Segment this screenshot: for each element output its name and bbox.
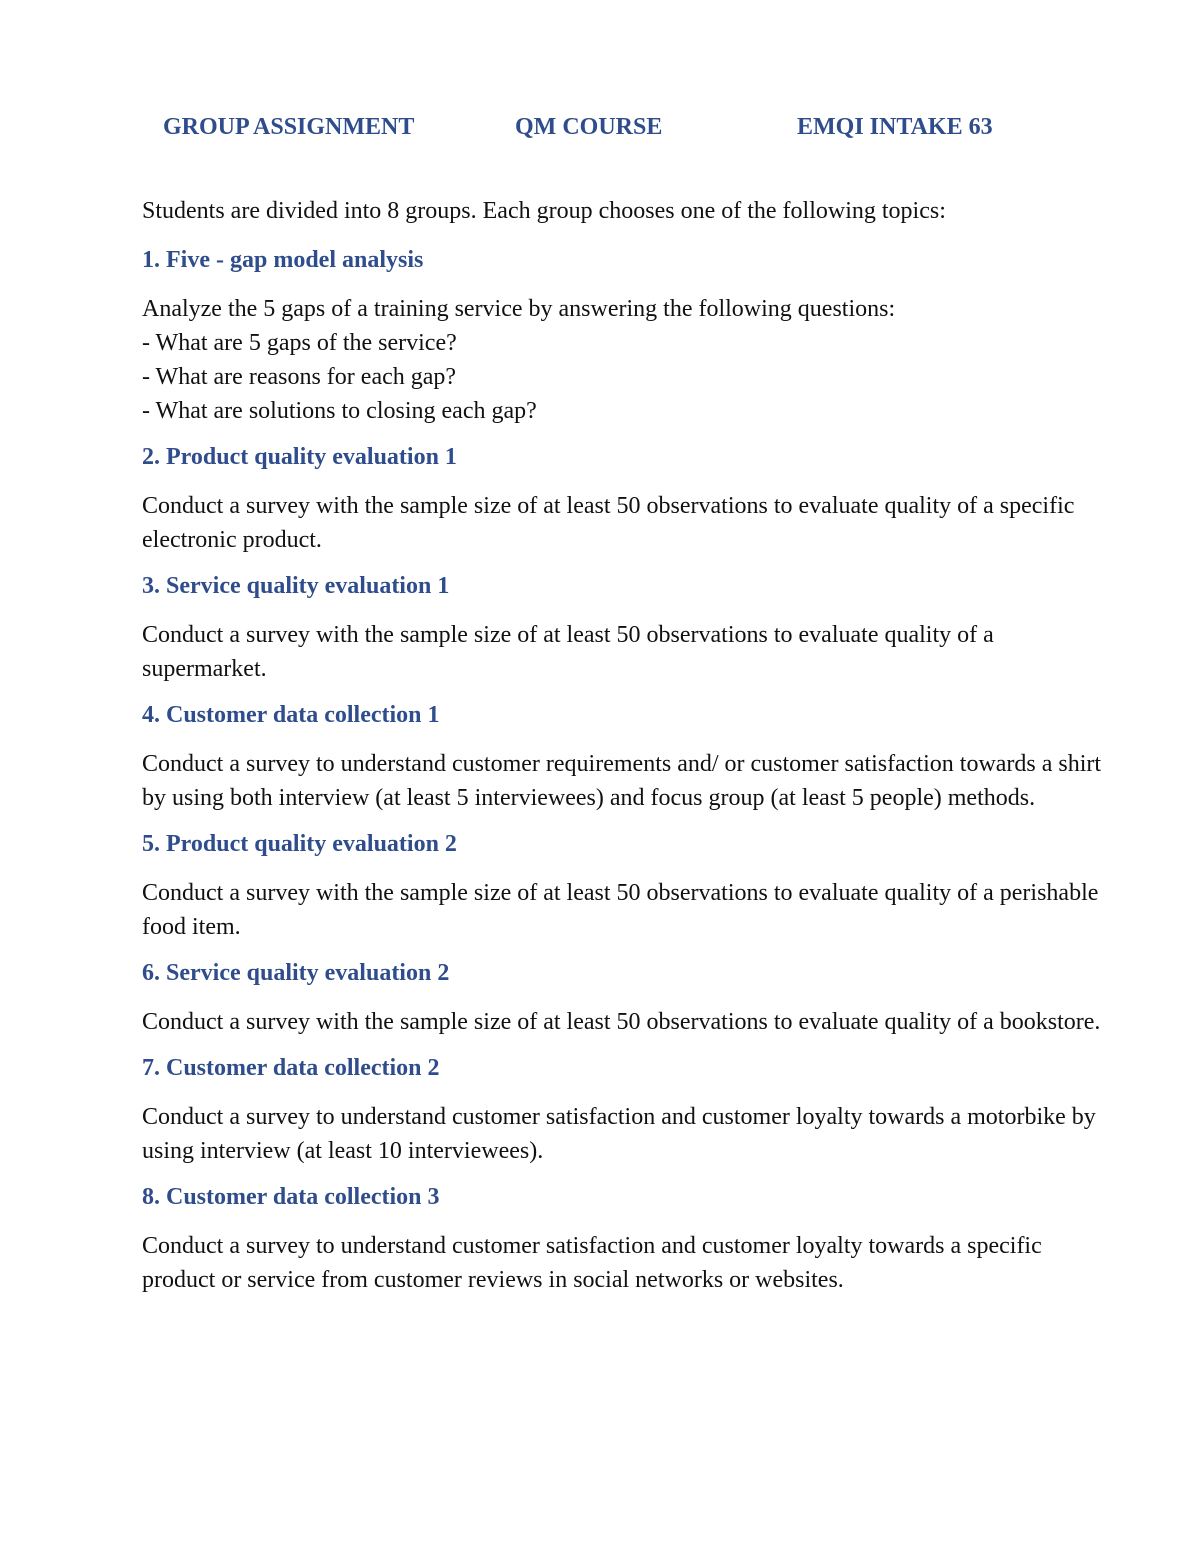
- topic-1-description: Analyze the 5 gaps of a training service by answering the following questions:: [142, 296, 896, 322]
- topic-1-title: 1. Five - gap model analysis: [142, 247, 424, 273]
- topic-3-title: 3. Service quality evaluation 1: [142, 573, 450, 599]
- list-item: - What are solutions to closing each gap?: [142, 398, 537, 424]
- topic-4-title: 4. Customer data collection 1: [142, 702, 440, 728]
- intro-text: Students are divided into 8 groups. Each group chooses one of the following topics:: [142, 198, 946, 224]
- header-assignment-title: GROUP ASSIGNMENT: [163, 114, 415, 140]
- topic-5-description: Conduct a survey with the sample size of at least 50 observations to evaluate quality of a perishable food item.: [142, 880, 1099, 940]
- document-header: [0, 114, 1200, 148]
- topic-1-questions: [142, 326, 1112, 428]
- topic-7-title: 7. Customer data collection 2: [142, 1055, 440, 1081]
- topic-3-description: Conduct a survey with the sample size of at least 50 observations to evaluate quality of a supermarket.: [142, 622, 994, 682]
- topic-6-title: 6. Service quality evaluation 2: [142, 960, 450, 986]
- topic-4-description: Conduct a survey to understand customer requirements and/ or customer satisfaction towards a shirt by using both interview (at least 5 interviewees) and focus group (at least 5 people) methods.: [142, 751, 1102, 811]
- header-intake: EMQI INTAKE 63: [797, 114, 993, 140]
- topic-8-title: 8. Customer data collection 3: [142, 1184, 440, 1210]
- header-course-name: QM COURSE: [515, 114, 663, 140]
- list-item: - What are 5 gaps of the service?: [142, 330, 457, 356]
- topic-2-title: 2. Product quality evaluation 1: [142, 444, 457, 470]
- topic-2-description: Conduct a survey with the sample size of at least 50 observations to evaluate quality of a specific electronic product.: [142, 493, 1075, 553]
- topic-5-title: 5. Product quality evaluation 2: [142, 831, 457, 857]
- topic-7-description: Conduct a survey to understand customer satisfaction and customer loyalty towards a motorbike by using interview (at least 10 interviewees).: [142, 1104, 1096, 1164]
- topic-8-description: Conduct a survey to understand customer satisfaction and customer loyalty towards a specific product or service from customer reviews in social networks or websites.: [142, 1233, 1042, 1293]
- topic-6-description: Conduct a survey with the sample size of at least 50 observations to evaluate quality of a bookstore.: [142, 1009, 1101, 1035]
- list-item: - What are reasons for each gap?: [142, 364, 457, 390]
- document-body: [142, 194, 1112, 1309]
